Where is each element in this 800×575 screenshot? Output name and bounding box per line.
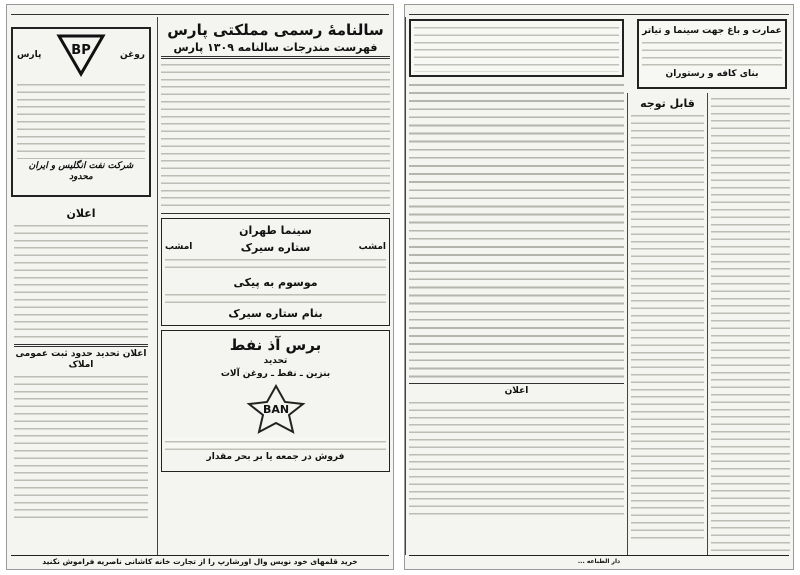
cinema-tonight-left: امشب: [165, 242, 193, 252]
bp-label-right: روغن: [119, 50, 145, 60]
notice-heading: قابل توجه: [640, 97, 695, 110]
newspaper-page-right: [404, 4, 794, 570]
notice-body: [14, 222, 148, 342]
almanac-subtitle: فهرست مندرجات سالنامه ۱۳۰۹ پارس: [173, 41, 378, 54]
divider: [409, 383, 624, 384]
bern-subtitle: تحدید: [263, 356, 288, 366]
page-header-rule: [409, 7, 789, 15]
header-subtitle: بنای کافه و رستوران: [665, 69, 759, 79]
header-ad-body: [642, 39, 782, 67]
column-text: [631, 112, 704, 542]
bern-products: بنزین ـ نفط ـ روغن آلات: [220, 369, 331, 379]
right-footer: دار الطباعه ...: [409, 555, 789, 567]
bern-logo-icon: [241, 384, 311, 434]
newspaper-page-left: [6, 4, 394, 570]
column-almanac: [157, 17, 393, 555]
left-footer-ad: خرید قلمهای خود نویس وال اورشارپ را از تجارت خانه کاشانی ناصریه فراموش نکنید: [11, 555, 389, 567]
cinema-body-2: [165, 291, 386, 305]
column-right-1: [707, 93, 793, 555]
registration-title: اعلان تحدید حدود ثبت عمومی املاک: [15, 349, 147, 370]
bp-company-name: شرکت نفت انگلیس و ایران محدود: [28, 161, 134, 182]
article-text: [409, 81, 624, 381]
bp-shield-logo-icon: [56, 33, 106, 77]
bp-logo-text: BP: [70, 43, 91, 58]
cinema-film-title: موسوم به پیکی: [233, 276, 318, 289]
notice-title: اعلان: [66, 207, 96, 220]
registration-body: [14, 373, 148, 523]
small-heading: اعلان: [504, 386, 529, 396]
divider: [14, 344, 148, 347]
divider: [161, 56, 390, 59]
cinema-tonight-right: امشب: [358, 242, 386, 252]
almanac-title: سالنامهٔ رسمی مملکتی پارس: [167, 21, 384, 39]
bp-body-text: [17, 81, 145, 159]
ad-box-text: [414, 24, 619, 72]
bern-footer: فروش در جمعه یا بر بحر مقدار: [206, 452, 345, 462]
bp-oil-ad: [11, 27, 151, 197]
divider: [161, 213, 390, 214]
cinema-ad: [161, 218, 390, 326]
bern-body: [165, 438, 386, 450]
bp-label-left: پارس: [17, 50, 42, 60]
page-gutter: [394, 0, 404, 575]
column-text: [711, 95, 790, 555]
column-notice: [11, 203, 151, 555]
page-header-rule: [11, 7, 389, 15]
column-right-3: [405, 17, 627, 555]
column-right-2: [627, 93, 707, 555]
cinema-body: [165, 256, 386, 274]
cinema-title: سینما طهران: [239, 224, 312, 237]
bern-logo-text: BAN: [262, 403, 289, 416]
article-text-2: [409, 399, 624, 519]
bern-ad: [161, 330, 390, 472]
cinema-bottom-title: بنام ستاره سیرک: [228, 307, 323, 320]
cinema-building-ad: [637, 19, 787, 89]
cinema-star-heading: ستاره سیرک: [240, 241, 311, 254]
top-left-ad-box: [409, 19, 624, 77]
almanac-body-text: [161, 61, 390, 211]
bern-title: برس آذ نفط: [229, 336, 322, 354]
header-title: عمارت و باغ جهت سینما و تیاتر: [642, 26, 782, 36]
